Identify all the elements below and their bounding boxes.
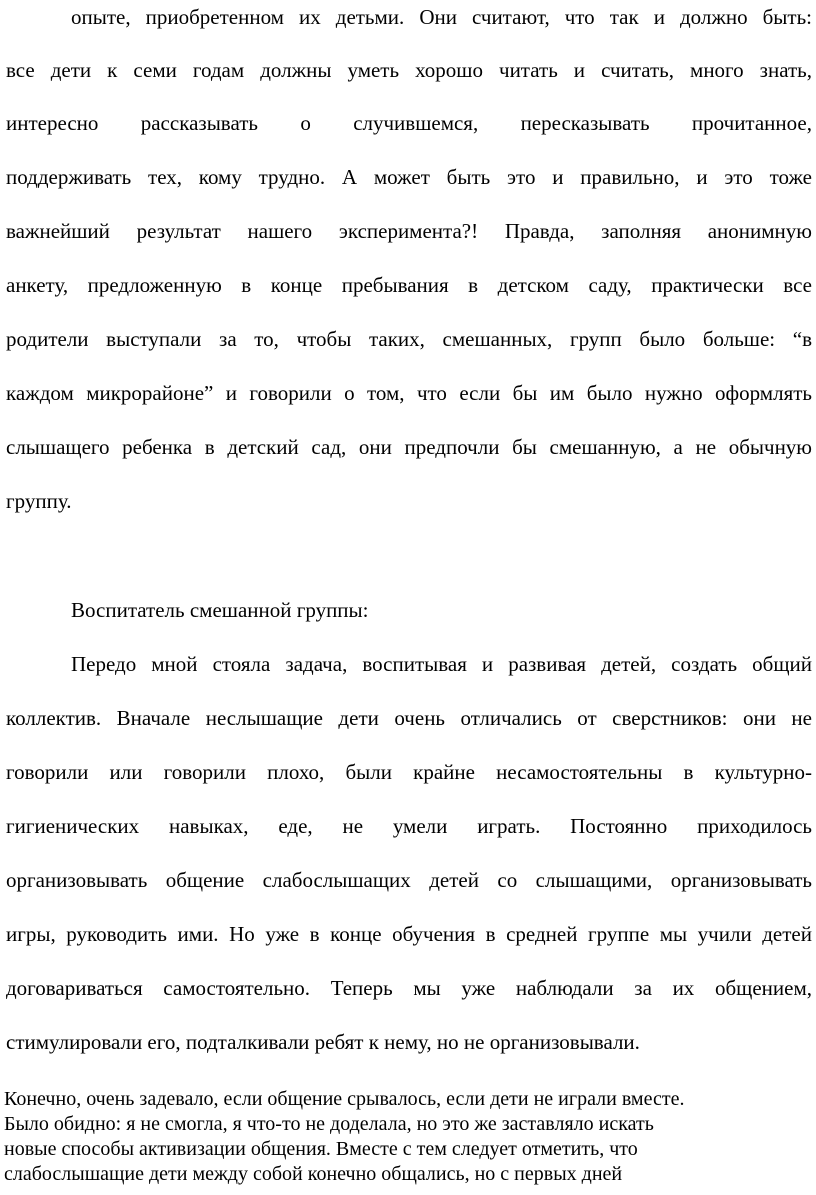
text-line: коллектив. Вначале неслышащие дети очень отличались от сверстников: они не <box>6 706 812 730</box>
text-line: опыте, приобретенном их детьми. Они считают, что так и должно быть: <box>71 5 812 29</box>
text-line: родители выступали за то, чтобы таких, смешанных, групп было больше: “в <box>6 327 812 351</box>
text-line: стимулировали его, подталкивали ребят к нему, но не организовывали. <box>6 1030 640 1054</box>
text-line: поддерживать тех, кому трудно. А может быть это и правильно, и это тоже <box>6 165 812 189</box>
text-line: новые способы активизации общения. Вместе с тем следует отметить, что <box>4 1138 638 1160</box>
text-line: Передо мной стояла задача, воспитывая и развивая детей, создать общий <box>71 652 812 676</box>
text-line: договариваться самостоятельно. Теперь мы уже наблюдали за их общением, <box>6 976 812 1000</box>
text-line: гигиенических навыках, еде, не умели играть. Постоянно приходилось <box>6 814 812 838</box>
text-line: говорили или говорили плохо, были крайне несамостоятельны в культурно- <box>6 760 812 784</box>
text-line: слышащего ребенка в детский сад, они предпочли бы смешанную, а не обычную <box>6 435 812 459</box>
text-line: анкету, предложенную в конце пребывания в детском саду, практически все <box>6 273 812 297</box>
text-line: каждом микрорайоне” и говорили о том, что если бы им было нужно оформлять <box>6 381 812 405</box>
text-line: группу. <box>6 489 72 513</box>
text-line: игры, руководить ими. Но уже в конце обучения в средней группе мы учили детей <box>6 922 812 946</box>
text-line: важнейший результат нашего эксперимента?! Правда, заполняя анонимную <box>6 219 812 243</box>
text-line: слабослышащие дети между собой конечно общались, но с первых дней <box>4 1163 623 1185</box>
text-line: все дети к семи годам должны уметь хорошо читать и считать, много знать, <box>6 58 812 82</box>
text-line: Конечно, очень задевало, если общение срывалось, если дети не играли вместе. <box>4 1088 685 1110</box>
section-heading: Воспитатель смешанной группы: <box>71 598 369 622</box>
text-line: Было обидно: я не смогла, я что-то не доделала, но это же заставляло искать <box>4 1113 654 1135</box>
text-line: интересно рассказывать о случившемся, пересказывать прочитанное, <box>6 111 812 135</box>
text-line: организовывать общение слабослышащих детей со слышащими, организовывать <box>6 868 812 892</box>
